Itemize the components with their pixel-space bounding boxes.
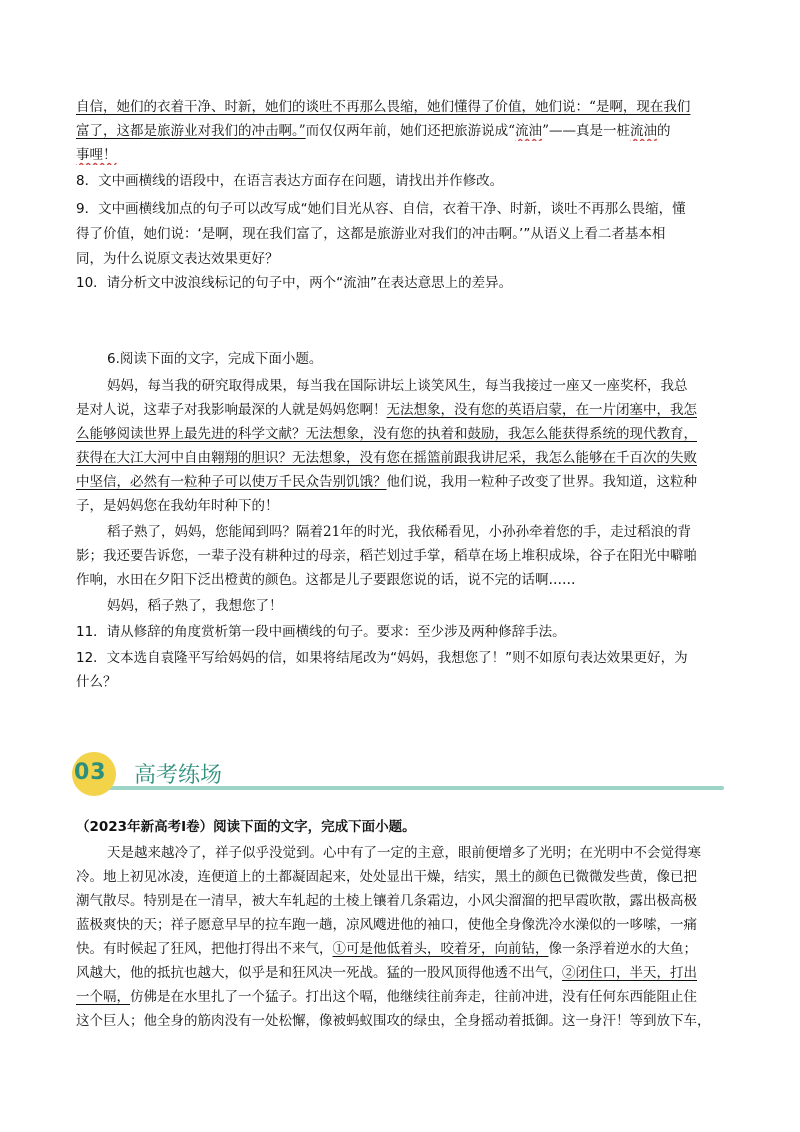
passage-line: 自信，她们的衣着干净、时新，她们的谈吐不再那么畏缩，她们懂得了价值，她们说：“是啊，现在我们	[76, 99, 691, 115]
text-span: 仿佛是在水里扎了一个猛子。打出这个嗝，他继续往前奔走，往前冲进，没有任何东西能阻止住	[130, 989, 697, 1005]
question-8: 8．文中画横线的语段中，在语言表达方面存在问题，请找出并作修改。	[76, 173, 504, 189]
passage-line	[76, 939, 726, 959]
exam-heading: （2023年新高考Ⅰ卷）阅读下面的文字，完成下面小题。	[76, 819, 416, 835]
passage-line: 冷。地上初见冰凌，连便道上的土都凝固起来，处处显出干燥，结实，黑土的颜色已微微发些黄，像已把	[76, 869, 697, 885]
question-11: 11．请从修辞的角度赏析第一段中画横线的句子。要求：至少涉及两种修辞手法。	[76, 624, 566, 640]
passage-line	[76, 963, 726, 983]
text-span: 的	[656, 123, 671, 139]
underlined-text: ②闭住口，半天，打出	[562, 965, 697, 981]
text-span: 像一条浮着逆水的大鱼；	[548, 941, 697, 957]
text-span: 而仅仅两年前，她们还把旅游说成“	[305, 123, 516, 139]
question-9-line: 同，为什么说原文表达效果更好？	[76, 251, 279, 267]
passage-line: 获得在大江大河中自由翱翔的胆识？无法想象，没有您在摇篮前跟我讲尼采，我怎么能够在千百次的失败	[76, 450, 697, 466]
passage-line: 妈妈，稻子熟了，我想您了！	[107, 598, 283, 614]
passage-line: 天是越来越冷了，祥子似乎没觉到。心中有了一定的主意，眼前便增多了光明；在光明中不会觉得寒	[107, 845, 701, 861]
text-span: 是对人说，这辈子对我影响最深的人就是妈妈您啊！	[76, 402, 387, 418]
passage-line: 影；我还要告诉您，一辈子没有耕种过的母亲，稻芒划过手掌，稻草在场上堆积成垛，谷子在阳光中噼啪	[76, 548, 697, 564]
section-6-heading: 6.阅读下面的文字，完成下面小题。	[107, 351, 323, 367]
passage-line: 妈妈，每当我的研究取得成果，每当我在国际讲坛上谈笑风生，每当我接过一座又一座奖杯，我总	[107, 378, 688, 394]
underlined-text: 富了，这都是旅游业对我们的冲击啊。”	[76, 123, 306, 139]
question-9-line: 9．文中画横线加点的句子可以改写成“她们目光从容、自信，衣着干净、时新，谈吐不再那么畏缩，懂	[76, 201, 686, 217]
passage-line: 子，是妈妈您在我幼年时种下的！	[76, 498, 279, 514]
passage-line: 作响，水田在夕阳下泛出橙黄的颜色。这都是儿子要跟您说的话，说不完的话啊……	[76, 572, 576, 588]
passage-line	[76, 400, 726, 420]
underlined-text: 中坚信，必然有一粒种子可以使万千民众告别饥饿？	[76, 474, 387, 490]
section-banner	[64, 748, 724, 800]
banner-title: 高考练场	[134, 763, 223, 788]
wavy-text: 流油	[629, 123, 657, 139]
question-10: 10．请分析文中波浪线标记的句子中，两个“流油”在表达意思上的差异。	[76, 275, 513, 291]
passage-line: 蓝极爽快的天；祥子愿意早早的拉车跑一趟，凉风飕进他的袖口，使他全身像洗冷水澡似的一哆嗦，一痛	[76, 917, 697, 933]
passage-line	[76, 472, 726, 492]
question-12-line: 什么？	[76, 674, 117, 690]
passage-line	[76, 987, 726, 1007]
passage-line: 事哩！	[76, 147, 117, 163]
question-9-line: 得了价值，她们说：‘是啊，现在我们富了，这都是旅游业对我们的冲击啊。’”从语义上看二者基本相	[76, 226, 666, 242]
wavy-text: 流油	[515, 123, 543, 139]
text-span: 快。有时候起了狂风，把他打得出不来气，	[76, 941, 333, 957]
question-12-line: 12．文本选自袁隆平写给妈妈的信，如果将结尾改为“妈妈，我想您了！”则不如原句表达效果更好，为	[76, 650, 688, 666]
passage-line: 这个巨人；他全身的筋肉没有一处松懈，像被蚂蚁围攻的绿虫，全身摇动着抵御。这一身汗！等到放下车，	[76, 1013, 711, 1029]
passage-line: 么能够阅读世界上最先进的科学文献？无法想象，没有您的执着和鼓励，我怎么能获得系统的现代教育，	[76, 426, 697, 442]
underlined-text: 无法想象，没有您的英语启蒙，在一片闭塞中，我怎	[386, 402, 697, 418]
text-span: 风越大，他的抵抗也越大，似乎是和狂风决一死战。猛的一股风顶得他透不出气，	[76, 965, 562, 981]
passage-line: 潮气散尽。特别是在一清早，被大车轧起的土棱上镶着几条霜边，小风尖溜溜的把早霞吹散，露出极高极	[76, 893, 697, 909]
underlined-text: ①可是他低着头，咬着牙，向前钻，	[332, 941, 549, 957]
passage-line	[76, 121, 726, 141]
banner-number: 03	[74, 760, 107, 785]
text-span: 他们说，我用一粒种子改变了世界。我知道，这粒种	[386, 474, 697, 490]
underlined-text: 一个嗝，	[76, 989, 130, 1005]
passage-line: 稻子熟了，妈妈，您能闻到吗？隔着21年的时光，我依稀看见，小孙孙牵着您的手，走过稻浪的背	[107, 524, 692, 540]
text-span: ”——真是一桩	[542, 123, 630, 139]
